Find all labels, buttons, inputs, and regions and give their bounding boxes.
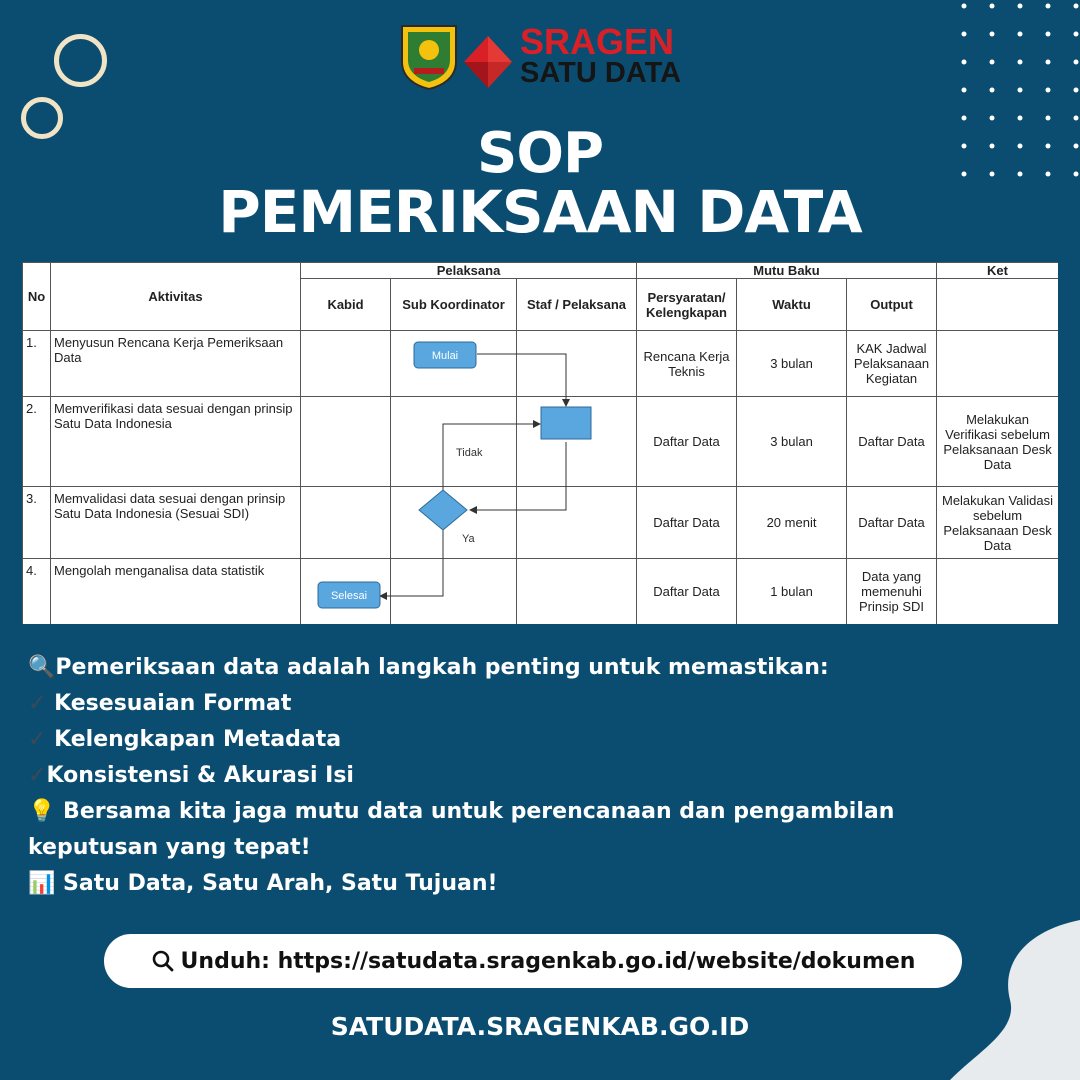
col-header-sub-koordinator: Sub Koordinator [391, 279, 517, 331]
check-icon: ✓ [28, 727, 47, 752]
row-ket: Melakukan Verifikasi sebelum Pelaksanaan Desk Data [937, 397, 1058, 487]
page-title-line2: PEMERIKSAAN DATA [218, 178, 862, 246]
row-ket: Melakukan Validasi sebelum Pelaksanaan Desk Data [937, 487, 1058, 559]
flow-end-label: Selesai [330, 590, 368, 602]
row-output: Data yang memenuhi Prinsip SDI [847, 559, 937, 625]
intro-text: 🔍Pemeriksaan data adalah langkah penting untuk memastikan: [28, 655, 829, 680]
footer-url[interactable]: SATUDATA.SRAGENKAB.GO.ID [330, 1012, 750, 1041]
flowchart [22, 262, 1058, 624]
row-waktu: 3 bulan [737, 397, 847, 487]
row-waktu: 20 menit [737, 487, 847, 559]
flow-arrow-yes [380, 530, 443, 596]
col-header-aktivitas: Aktivitas [51, 263, 301, 331]
download-link-text: Unduh: https://satudata.sragenkab.go.id/website/dokumen [180, 948, 916, 974]
row-persyaratan: Daftar Data [637, 397, 737, 487]
search-icon [151, 949, 175, 973]
decorative-ring-large [54, 34, 107, 87]
group-header-mutu-baku: Mutu Baku [637, 263, 937, 279]
brand-title: SRAGEN [520, 21, 675, 62]
row-persyaratan: Rencana Kerja Teknis [637, 331, 737, 397]
row-aktivitas: Menyusun Rencana Kerja Pemeriksaan Data [51, 331, 301, 397]
flow-yes-label: Ya [462, 533, 475, 545]
group-header-ket: Ket [937, 263, 1058, 279]
checklist-item: ✓ Kesesuaian Format [28, 691, 292, 716]
row-persyaratan: Daftar Data [637, 487, 737, 559]
flow-no-label: Tidak [456, 447, 483, 459]
flow-process-box [541, 407, 591, 439]
row-aktivitas: Memvalidasi data sesuai dengan prinsip Satu Data Indonesia (Sesuai SDI) [51, 487, 301, 559]
row-no: 2. [23, 397, 51, 487]
regency-crest-icon [398, 22, 518, 90]
row-no: 1. [23, 331, 51, 397]
col-header-staf: Staf / Pelaksana [517, 279, 637, 331]
col-header-waktu: Waktu [737, 279, 847, 331]
brand-subtitle: SATU DATA [520, 57, 682, 89]
flow-start-label: Mulai [431, 350, 459, 362]
row-output: KAK Jadwal Pelaksanaan Kegiatan [847, 331, 937, 397]
row-waktu: 3 bulan [737, 331, 847, 397]
row-aktivitas: Memverifikasi data sesuai dengan prinsip Satu Data Indonesia [51, 397, 301, 487]
row-no: 4. [23, 559, 51, 625]
col-header-kabid: Kabid [301, 279, 391, 331]
decorative-wave [940, 920, 1080, 1080]
group-header-pelaksana: Pelaksana [301, 263, 637, 279]
row-aktivitas: Mengolah menganalisa data statistik [51, 559, 301, 625]
closing-text-2: keputusan yang tepat! [28, 835, 311, 860]
download-link[interactable] [104, 934, 962, 988]
checklist-item: ✓ Kelengkapan Metadata [28, 727, 342, 752]
closing-text-1: 💡 Bersama kita jaga mutu data untuk perencanaan dan pengambilan [28, 799, 895, 824]
checklist-item: ✓Konsistensi & Akurasi Isi [28, 763, 354, 788]
row-no: 3. [23, 487, 51, 559]
check-icon: ✓ [28, 763, 47, 788]
flow-arrow-verify [470, 442, 566, 510]
slogan-text: 📊 Satu Data, Satu Arah, Satu Tujuan! [28, 871, 498, 896]
check-icon: ✓ [28, 691, 47, 716]
flow-decision-diamond [419, 490, 467, 530]
page-title-line1: SOP [477, 121, 603, 186]
row-output: Daftar Data [847, 397, 937, 487]
col-header-no: No [23, 263, 51, 331]
col-header-output: Output [847, 279, 937, 331]
col-header-persyaratan: Persyaratan/ Kelengkapan [637, 279, 737, 331]
brand-logo [398, 22, 688, 90]
sop-table [22, 262, 1058, 624]
row-persyaratan: Daftar Data [637, 559, 737, 625]
flow-arrow-start [477, 354, 566, 406]
body-text [28, 650, 1058, 902]
row-waktu: 1 bulan [737, 559, 847, 625]
row-output: Daftar Data [847, 487, 937, 559]
